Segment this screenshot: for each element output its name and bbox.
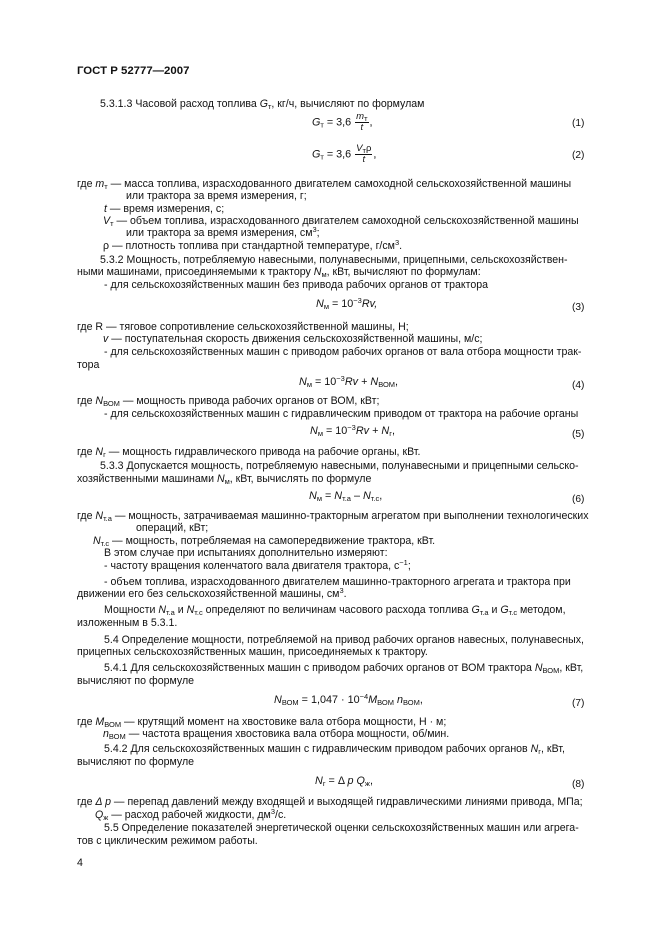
definition-Nbom: где $N_{ВОМ}$ — мощность привода рабочих органов от ВОМ, кВт; [77,395,380,408]
paragraph-power-method: Мощности $N_{т.а}$ и $N_{т.с}$ определяют по величинам часового расхода топлива $G_{т.а}$ и $G_{т.с}$ методом, [104,604,566,617]
paragraph-5-3-2: 5.3.2 Мощность, потребляемую навесными, полунавесными, прицепными, сельскохозяйствен- [100,254,568,266]
equation-2-number: (2) [572,150,585,161]
equation-5-number: (5) [572,429,585,440]
definition-mt: где $m_т$ — масса топлива, израсходованного двигателем самоходной сельскохозяйственной машины [77,178,572,191]
paragraph-measure: В этом случае при испытаниях дополнительно измеряют: [104,547,388,559]
paragraph-5-4-1-cont: вычисляют по формуле [77,675,195,687]
definition-vt: $V_т$ — объем топлива, израсходованного двигателем самоходной сельскохозяйственной машины [103,215,579,228]
paragraph-power-method-cont: изложенным в 5.3.1. [77,617,178,629]
bullet-fuel-volume: - объем топлива, израсходованного двигателем машинно-тракторного агрегата и трактора при [104,576,571,588]
equation-7-number: (7) [572,698,585,709]
equation-2: $G_т = 3,6$ $\frac{V_т\rho}{t}$ , [312,143,377,165]
definition-mt-cont: или трактора за время измерения, г; [126,190,307,202]
definition-v: v — поступательная скорость движения сельскохозяйственной машины, м/с; [103,333,483,345]
definition-nbom: $n_{ВОМ}$ — частота вращения хвостовика вала отбора мощности, об/мин. [103,728,450,741]
paragraph-5-5: 5.5 Определение показателей энергетической оценки сельскохозяйственных машин или агрега- [104,822,579,834]
definition-Ng: где $N_г$ — мощность гидравлического привода на рабочие органы, кВт. [77,446,421,459]
paragraph-5-4-2: 5.4.2 Для сельскохозяйственных машин с гидравлическим приводом рабочих органов $N_г$, кВт, [104,743,565,756]
document-header: ГОСТ Р 52777—2007 [77,65,190,77]
paragraph-5-3-3-cont: хозяйственными машинами $N_м$, кВт, вычислять по формуле [77,473,372,486]
definition-rho: ρ — плотность топлива при стандартной температуре, $г/см^3$. [103,238,403,252]
equation-8-number: (8) [572,779,585,790]
bullet-no-drive: - для сельскохозяйственных машин без привода рабочих органов от трактора [104,279,489,291]
definition-dp: где Δ p — перепад давлений между входящей и выходящей гидравлическими линиями привода, МПа; [77,796,583,808]
equation-3: $N_м = 10^{-3}Rv$, [316,296,378,311]
equation-1: $G_т = 3,6$ $\frac{m_т}{t}$ , [312,111,373,133]
bullet-fuel-volume-cont: движении его без сельскохозяйственной машины, $см^3$. [77,586,347,600]
bullet-rpm: - частоту вращения коленчатого вала двигателя трактора, $с^{-1}$; [104,558,411,572]
bullet-hydraulic: - для сельскохозяйственных машин с гидравлическим приводом от трактора на рабочие органы [104,408,579,420]
definition-Mbom: где $M_{ВОМ}$ — крутящий момент на хвостовике вала отбора мощности, Н · м; [77,716,447,729]
definition-Q: $Q_ж$ — расход рабочей жидкости, $дм^3/с$. [95,807,287,822]
paragraph-5-4-1: 5.4.1 Для сельскохозяйственных машин с приводом рабочих органов от ВОМ трактора $N_{ВОМ}$, кВт, [104,662,584,675]
page-number: 4 [77,857,83,869]
paragraph-5-5-cont: тов с циклическим режимом работы. [77,835,258,847]
equation-7: $N_{ВОМ} = 1,047 \cdot 10^{-4}M_{ВОМ}$ $n_{ВОМ}$, [274,692,423,707]
paragraph-5-3-1-3: 5.3.1.3 Часовой расход топлива $G_т$, кг/ч, вычисляют по формулам [100,98,425,111]
equation-3-number: (3) [572,302,585,313]
bullet-pto-drive: - для сельскохозяйственных машин с приводом рабочих органов от вала отбора мощности трак- [104,346,582,358]
bullet-pto-drive-cont: тора [77,359,100,371]
definition-Nta: где $N_{т.а}$ — мощность, затрачиваемая машинно-тракторным агрегатом при выполнении технологических [77,510,589,523]
equation-4: $N_м = 10^{-3}Rv + N_{ВОМ}$, [299,374,399,389]
equation-5: $N_м = 10^{-3}Rv + N_г$, [310,423,395,438]
definition-t: t — время измерения, с; [104,203,225,215]
equation-8: $N_г = \Delta$ p $Q_ж$, [315,775,373,788]
definition-vt-cont: или трактора за время измерения, $см^3$; [126,225,320,239]
paragraph-5-3-3: 5.3.3 Допускается мощность, потребляемую навесными, полунавесными и прицепными сельско- [100,460,579,472]
definition-Ntc: $N_{т.с}$ — мощность, потребляемая на самопередвижение трактора, кВт. [93,535,436,548]
definition-R: где R — тяговое сопротивление сельскохозяйственной машины, Н; [77,321,409,333]
equation-4-number: (4) [572,380,585,391]
paragraph-5-3-2-cont: ными машинами, присоединяемыми к трактору $N_м$, кВт, вычисляют по формулам: [77,266,481,279]
definition-Nta-cont: операций, кВт; [136,522,209,534]
equation-6: $N_м = N_{т.а} - N_{т.с}$, [309,490,383,503]
paragraph-5-4-cont: прицепных сельскохозяйственных машин, присоединяемых к трактору. [77,646,428,658]
equation-1-number: (1) [572,118,585,129]
equation-6-number: (6) [572,494,585,505]
paragraph-5-4-2-cont: вычисляют по формуле [77,756,195,768]
paragraph-5-4: 5.4 Определение мощности, потребляемой на привод рабочих органов навесных, полунавесных, [104,634,584,646]
